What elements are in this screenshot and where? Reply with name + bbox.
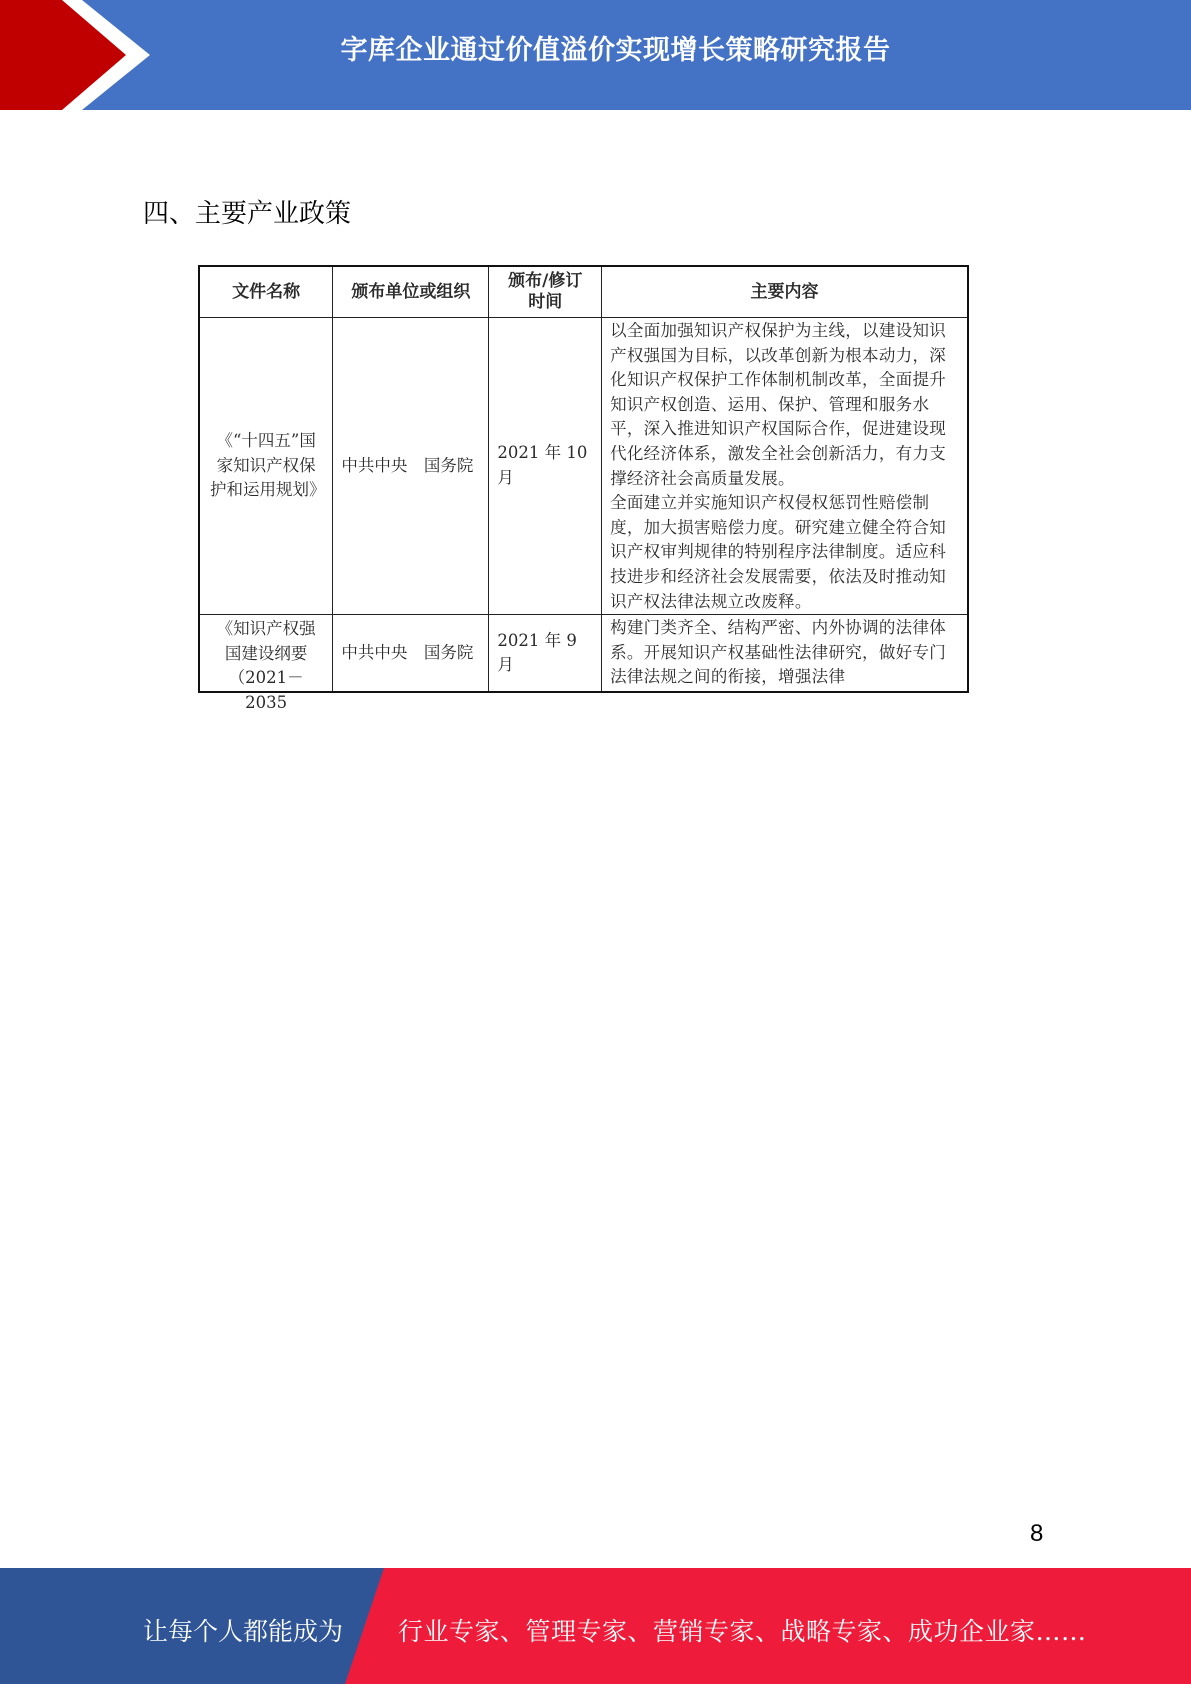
header-banner bbox=[0, 0, 1191, 110]
cell-content bbox=[602, 615, 968, 693]
cell-issuer: 中共中央 国务院 bbox=[333, 318, 489, 615]
cell-document-name bbox=[199, 615, 333, 712]
cell-date: 2021 年 10 月 bbox=[489, 318, 602, 615]
table-header-row bbox=[199, 266, 968, 318]
column-header-name: 文件名称 bbox=[199, 266, 333, 318]
footer-slogan-right: 行业专家、管理专家、营销专家、战略专家、成功企业家…… bbox=[398, 1617, 1087, 1646]
cell-issuer: 中共中央 国务院 bbox=[333, 615, 489, 693]
report-title: 字库企业通过价值溢价实现增长策略研究报告 bbox=[340, 35, 891, 66]
page-number: 8 bbox=[1030, 1520, 1044, 1547]
table-row bbox=[199, 318, 968, 615]
content-paragraph: 以全面加强知识产权保护为主线，以建设知识产权强国为目标，以改革创新为根本动力，深化知识产权保护工作体制机制改革，全面提升知识产权创造、运用、保护、管理和服务水平，深入推进知识产权国际合作，促进建设现代化经济体系，激发全社会创新活力，有力支撑经济社会高质量发展。 bbox=[610, 321, 947, 488]
footer-banner bbox=[0, 1568, 1191, 1684]
content-paragraph: 全面建立并实施知识产权侵权惩罚性赔偿制度，加大损害赔偿力度。研究建立健全符合知识产权审判规律的特别程序法律制度。适应科技进步和经济社会发展需要，依法及时推动知识产权法律法规立改废释。 bbox=[610, 493, 947, 611]
column-header-date-label: 颁布/修订时间 bbox=[508, 271, 583, 312]
section-heading: 四、主要产业政策 bbox=[143, 199, 352, 229]
cell-date: 2021 年 9 月 bbox=[489, 615, 602, 693]
policy-table bbox=[198, 265, 969, 712]
content-paragraph: 构建门类齐全、结构严密、内外协调的法律体系。开展知识产权基础性法律研究，做好专门法律法规之间的衔接，增强法律 bbox=[610, 618, 947, 687]
cell-document-name: 《“十四五”国家知识产权保护和运用规划》 bbox=[199, 318, 333, 615]
footer-slogan-left: 让每个人都能成为 bbox=[143, 1617, 344, 1646]
cell-document-name-text: 《知识产权强国建设纲要（2021－2035 bbox=[216, 619, 316, 712]
column-header-date bbox=[489, 266, 602, 318]
column-header-content: 主要内容 bbox=[602, 266, 968, 318]
cell-content bbox=[602, 318, 968, 615]
table-row bbox=[199, 615, 968, 693]
column-header-org: 颁布单位或组织 bbox=[333, 266, 489, 318]
